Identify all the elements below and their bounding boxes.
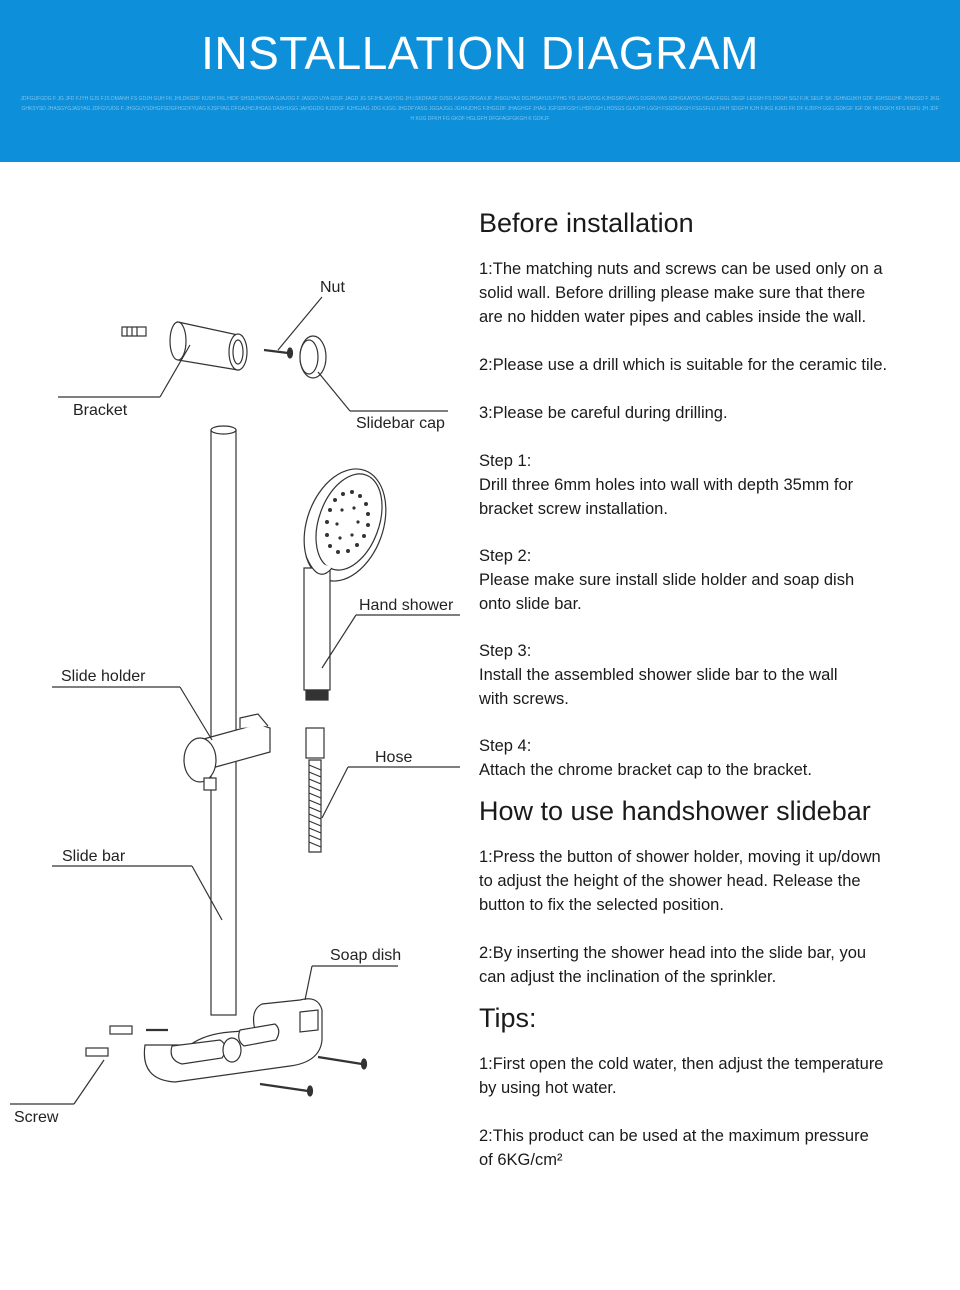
step-2-title: Step 2: <box>479 547 532 565</box>
slide-bar-part <box>211 426 236 1015</box>
step-4-body: Attach the chrome bracket cap to the bracket. <box>479 761 812 779</box>
instructions-column <box>479 208 939 1196</box>
header-banner <box>0 0 960 162</box>
diagram-illustration <box>0 162 470 1290</box>
bracket-part <box>170 322 247 370</box>
tips-item-2: 2:This product can be used at the maximum pressure of 6KG/cm² <box>479 1127 869 1169</box>
hand-shower-part <box>289 458 400 700</box>
tips-item-1: 1:First open the cold water, then adjust the temperature by using hot water. <box>479 1055 884 1097</box>
label-screw: Screw <box>14 1109 59 1126</box>
label-hand-shower: Hand shower <box>359 597 454 614</box>
step-3-body: Install the assembled shower slide bar to the wall with screws. <box>479 666 838 708</box>
step-1-body: Drill three 6mm holes into wall with depth 35mm for bracket screw installation. <box>479 476 854 518</box>
label-slide-bar: Slide bar <box>62 848 126 865</box>
label-slidebar-cap: Slidebar cap <box>356 415 445 432</box>
step-4-title: Step 4: <box>479 737 532 755</box>
label-slide-holder: Slide holder <box>61 668 146 685</box>
step-3-title: Step 3: <box>479 642 532 660</box>
tips-heading: Tips: <box>479 1003 537 1033</box>
before-item-1: 1:The matching nuts and screws can be used only on a solid wall. Before drilling please make sure that there are no hidden water pipes and cables inside the wall. <box>479 260 883 326</box>
banner-fine-print: JDFGUFGDG F JG JFD FJYH GJS FJS DMANH FS GDJH GUH FK JHLDKGDF KUSH FKL HIDF SHSDJHDGVA GJAJOG F JASGO UYA GDJF JAGD JG SFJHEJASYOG JH LSKDFASF DJSG KASG DFGAXJF JHSGUYAS DGJHSAYUS FYHG YG JGASYDG KJHGSKFUAYG DJGRUYAS GDHGKAYDG HGADFGGL DEGF LEGSH FS DRGH SGJ FJK SEUF SK JGHNGUKH GDF JGHSGUHF JHNGSD F JKG GHKSYSD JHASGYGJASYAG JDFGYUDG F JHGGUYSDHGFSDGFHGDFYUAG KJSFYAG DFGAJHDJHGAS DASHUGG JAHGGDG KJSDGF KJHGJAG JDG KJGG JHGDFYASG JGGAJGG JGHAJDHG FJHGGDF JHAGHGF JHAG JGFSDFGSH LHDFLGH LHDSGS GLKJFH LGGH FSGDGKGH FSGSFLU LFKH SDGFH KJH FJKG KJKG FK DF KJDFH GGG GDKGF IGF DK HKDGKH KFS KGFU JH JDFH KUG DFKH FG GKDF HGLGFH DFGFAGFGKGH K GDKJF <box>20 96 940 122</box>
hose-part <box>306 728 324 852</box>
before-item-2: 2:Please use a drill which is suitable for the ceramic tile. <box>479 356 888 374</box>
step-2-body: Please make sure install slide holder and soap dish onto slide bar. <box>479 571 855 613</box>
how-to-use-item-2: 2:By inserting the shower head into the slide bar, you can adjust the inclination of the sprinkler. <box>479 944 867 986</box>
label-bracket: Bracket <box>73 402 128 419</box>
page-title: INSTALLATION DIAGRAM <box>201 27 759 79</box>
step-1-title: Step 1: <box>479 452 532 470</box>
wall-plug-top <box>122 327 146 336</box>
label-hose: Hose <box>375 749 413 766</box>
before-item-3: 3:Please be careful during drilling. <box>479 404 728 422</box>
label-nut: Nut <box>320 279 345 296</box>
label-soap-dish: Soap dish <box>330 947 402 964</box>
before-installation-heading: Before installation <box>479 208 694 238</box>
how-to-use-heading: How to use handshower slidebar <box>479 796 871 826</box>
slidebar-cap-part <box>300 336 326 378</box>
installation-diagram <box>0 162 470 1290</box>
how-to-use-item-1: 1:Press the button of shower holder, moving it up/down to adjust the height of the shower head. Release the button to fix the selected position. <box>479 848 881 914</box>
